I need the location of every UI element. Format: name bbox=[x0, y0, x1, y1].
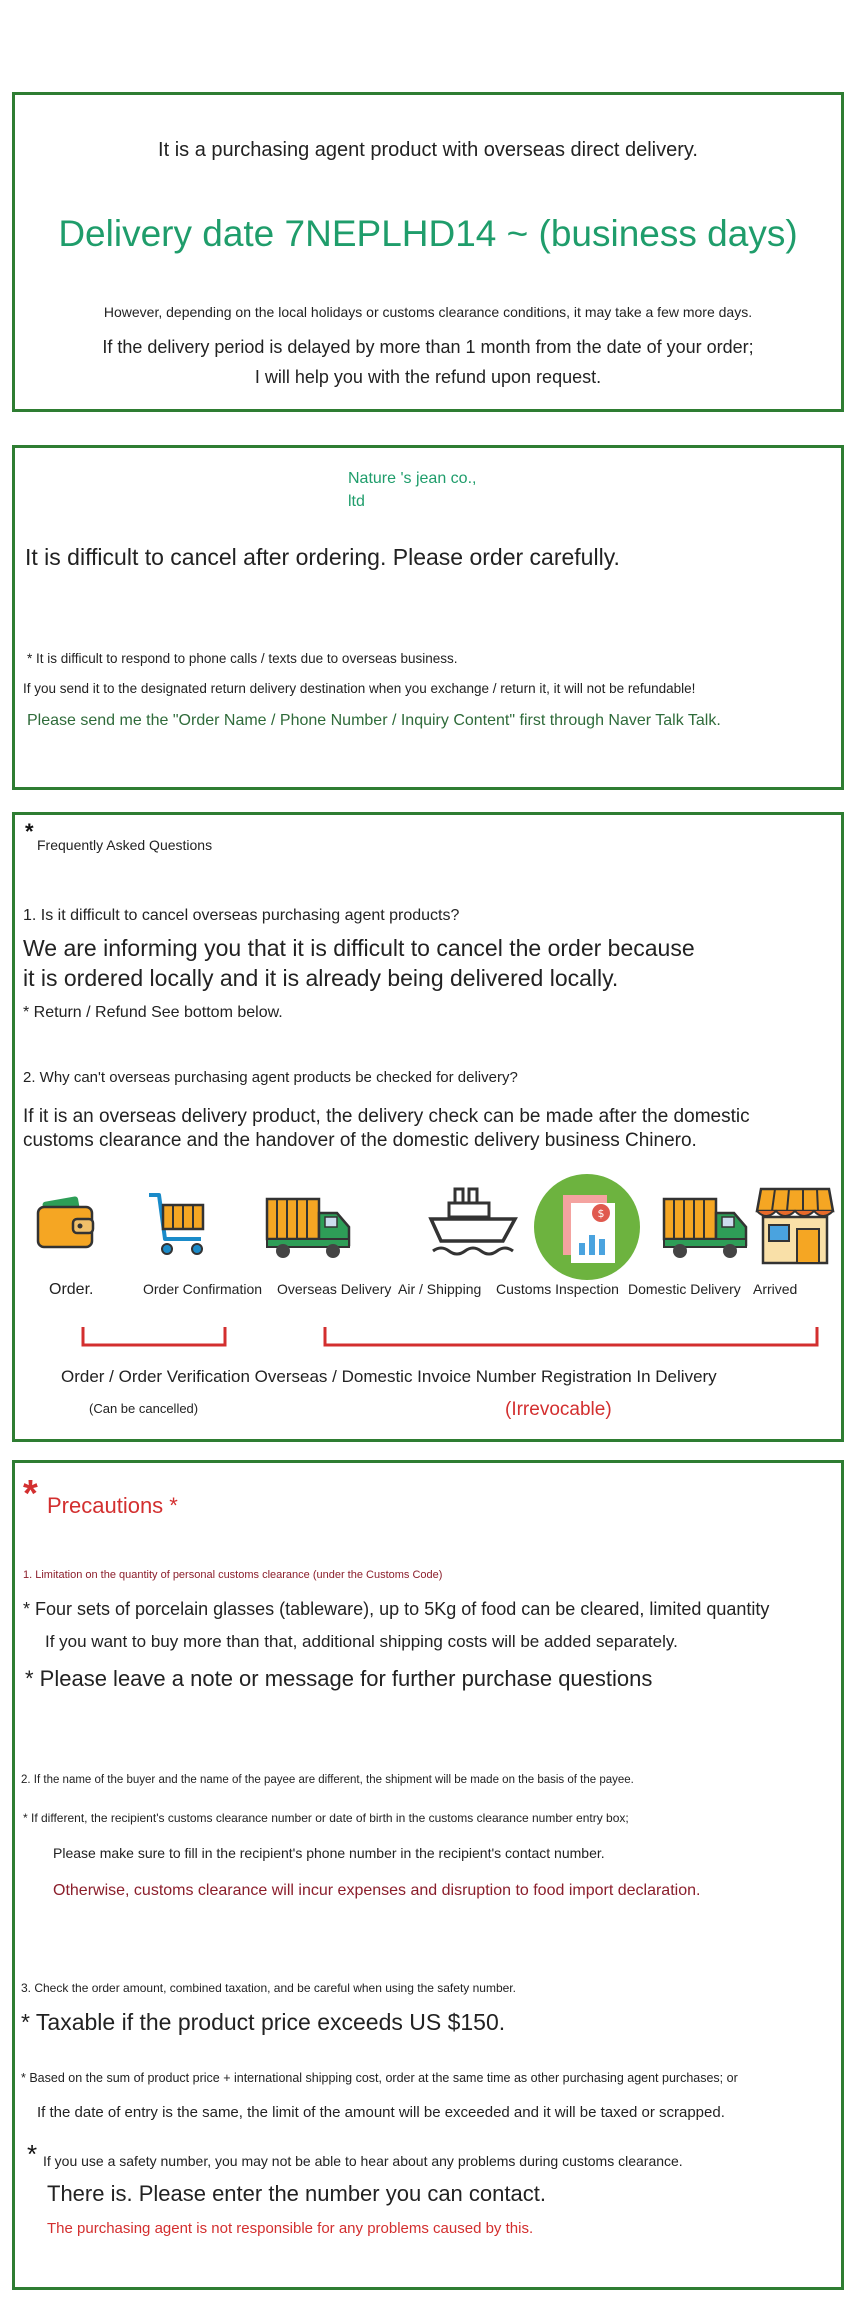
section-1-line1: * Four sets of porcelain glasses (tableware), up to 5Kg of food can be cleared, limited quantity bbox=[23, 1599, 770, 1619]
precautions-panel bbox=[12, 1460, 844, 2290]
answer-2-line2: customs clearance and the handover of the domestic delivery business Chinero. bbox=[23, 1130, 697, 1151]
section-3-line5: There is. Please enter the number you can contact. bbox=[47, 2181, 546, 2206]
shopping-cart-icon bbox=[145, 1189, 211, 1259]
section-1-line3: * Please leave a note or message for further purchase questions bbox=[25, 1666, 653, 1691]
step-order-label: Order. bbox=[49, 1281, 94, 1298]
refund-note: I will help you with the refund upon request. bbox=[254, 367, 602, 387]
irrevocable-bracket bbox=[323, 1325, 819, 1349]
answer-1-line1: We are informing you that it is difficult to cancel the order because bbox=[23, 935, 695, 961]
section-2-line1: * If different, the recipient's customs clearance number or date of birth in the customs clearance number entry box; bbox=[23, 1811, 629, 1825]
asterisk-icon: * bbox=[25, 819, 34, 844]
step-customs-label: Customs Inspection bbox=[496, 1281, 619, 1297]
step-shipping-label: Air / Shipping bbox=[398, 1281, 482, 1297]
answer-1-note: * Return / Refund See bottom below. bbox=[23, 1004, 283, 1021]
talk-note: Please send me the "Order Name / Phone Number / Inquiry Content" first through Naver Talk Talk. bbox=[27, 712, 721, 729]
asterisk-icon: * bbox=[23, 1473, 38, 1515]
store-icon bbox=[755, 1185, 835, 1267]
section-3-line6: The purchasing agent is not responsible for any problems caused by this. bbox=[47, 2220, 534, 2237]
cancel-warning: It is difficult to cancel after ordering. Please order carefully. bbox=[25, 544, 620, 570]
delivery-date-headline: Delivery date 7NEPLHD14 ~ (business days) bbox=[58, 213, 798, 254]
step-domestic-label: Domestic Delivery bbox=[628, 1281, 741, 1297]
phone-note: * It is difficult to respond to phone calls / texts due to overseas business. bbox=[27, 651, 458, 666]
step-confirmation-label: Order Confirmation bbox=[143, 1281, 263, 1297]
return-note: If you send it to the designated return delivery destination when you exchange / return it, it will not be refundable! bbox=[23, 681, 696, 696]
section-3-line2: * Based on the sum of product price + international shipping cost, order at the same time as other purchasing agent purchases; or bbox=[21, 2071, 738, 2085]
delivery-info-panel bbox=[12, 92, 844, 412]
wallet-icon bbox=[35, 1191, 97, 1253]
section-1-line2: If you want to buy more than that, additional shipping costs will be added separately. bbox=[45, 1632, 678, 1651]
ship-icon bbox=[425, 1183, 521, 1263]
answer-2-line1: If it is an overseas delivery product, the delivery check can be made after the domestic bbox=[23, 1106, 750, 1127]
delivery-truck-icon bbox=[660, 1193, 750, 1263]
question-1: 1. Is it difficult to cancel overseas purchasing agent products? bbox=[23, 907, 460, 924]
svg-text:$: $ bbox=[597, 1207, 605, 1220]
question-2: 2. Why can't overseas purchasing agent products be checked for delivery? bbox=[23, 1069, 518, 1086]
cancellation-notice-panel bbox=[12, 445, 844, 790]
section-3-line4: If you use a safety number, you may not be able to hear about any problems during customs clearance. bbox=[43, 2153, 683, 2169]
bracket-caption: Order / Order Verification Overseas / Domestic Invoice Number Registration In Delivery bbox=[61, 1367, 717, 1386]
step-overseas-label: Overseas Delivery bbox=[277, 1281, 392, 1297]
delay-note: If the delivery period is delayed by more than 1 month from the date of your order; bbox=[102, 337, 754, 357]
company-name-line2: ltd bbox=[348, 493, 365, 510]
holiday-note: However, depending on the local holidays or customs clearance conditions, it may take a few more days. bbox=[103, 304, 753, 320]
intro-text: It is a purchasing agent product with overseas direct delivery. bbox=[158, 139, 698, 161]
cancellable-bracket bbox=[81, 1325, 227, 1349]
precautions-title: Precautions * bbox=[47, 1493, 178, 1518]
faq-title: Frequently Asked Questions bbox=[37, 837, 213, 853]
section-1-heading: 1. Limitation on the quantity of personal customs clearance (under the Customs Code) bbox=[23, 1569, 443, 1581]
customs-inspection-icon bbox=[533, 1173, 641, 1281]
asterisk-icon: * bbox=[27, 2139, 38, 2169]
delivery-truck-icon bbox=[263, 1193, 353, 1263]
company-name-line1: Nature 's jean co., bbox=[348, 470, 477, 487]
answer-1-line2: it is ordered locally and it is already being delivered locally. bbox=[23, 965, 619, 991]
section-2-line2: Please make sure to fill in the recipient's phone number in the recipient's contact number. bbox=[53, 1845, 605, 1861]
cancellable-label: (Can be cancelled) bbox=[89, 1401, 199, 1416]
section-3-line1: * Taxable if the product price exceeds US $150. bbox=[21, 2009, 506, 2035]
section-3-line3: If the date of entry is the same, the limit of the amount will be exceeded and it will be taxed or scrapped. bbox=[37, 2104, 725, 2121]
irrevocable-label: (Irrevocable) bbox=[505, 1399, 612, 1420]
section-2-line3: Otherwise, customs clearance will incur expenses and disruption to food import declaration. bbox=[53, 1882, 701, 1899]
section-2-heading: 2. If the name of the buyer and the name of the payee are different, the shipment will be made on the basis of the payee. bbox=[21, 1774, 634, 1786]
section-3-heading: 3. Check the order amount, combined taxation, and be careful when using the safety number. bbox=[21, 1981, 516, 1995]
faq-panel bbox=[12, 812, 844, 1442]
step-arrived-label: Arrived bbox=[753, 1281, 798, 1297]
